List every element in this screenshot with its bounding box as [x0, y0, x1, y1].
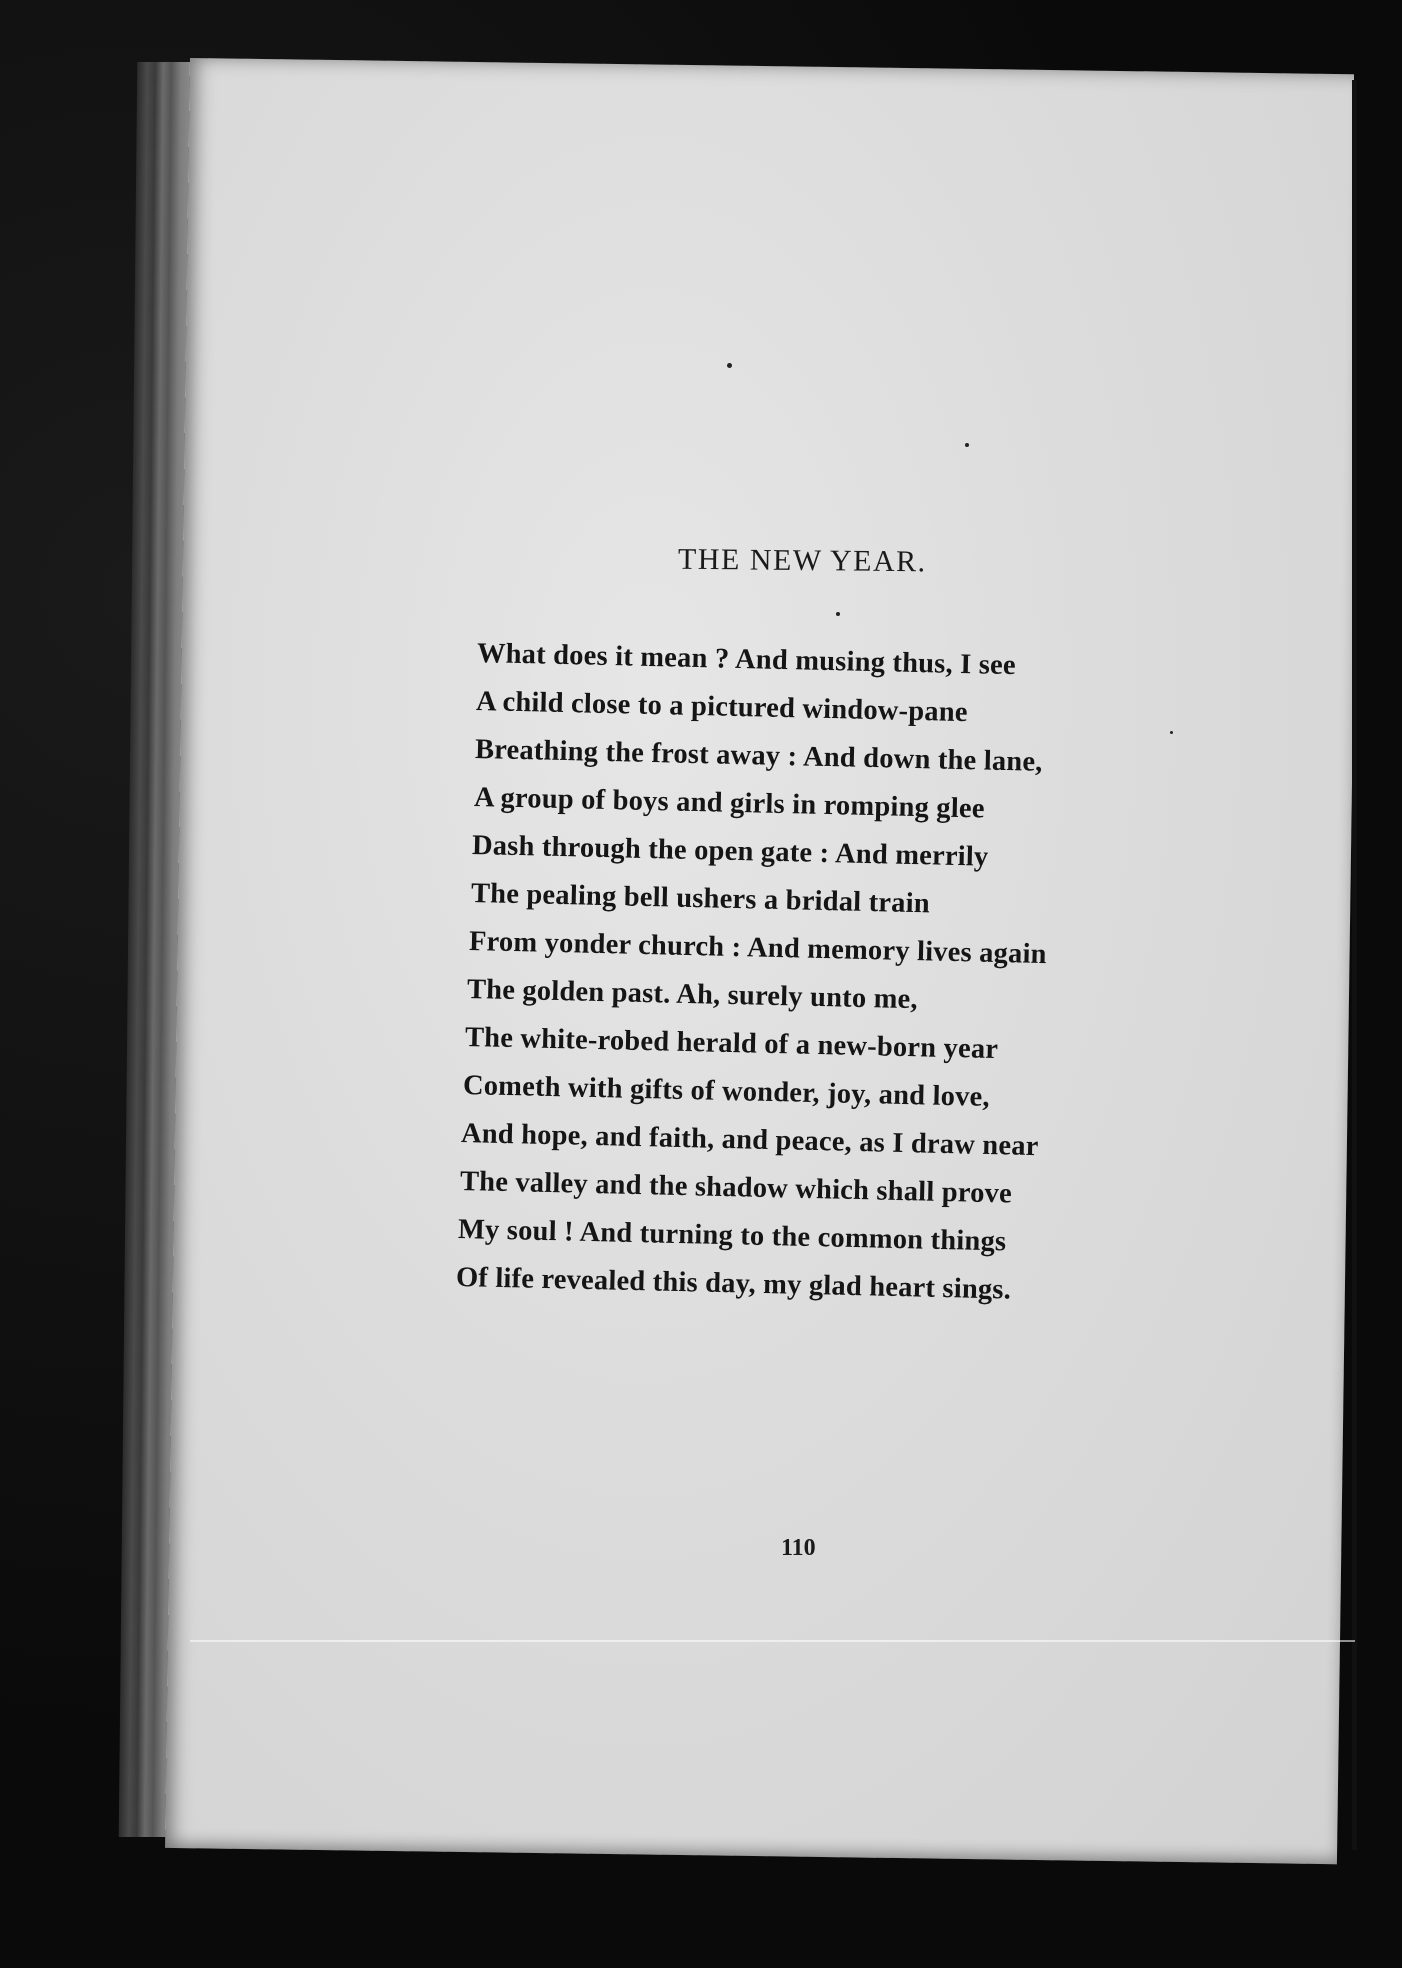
- poem-line: A group of boys and girls in romping glee: [473, 782, 985, 825]
- poem-title: THE NEW YEAR.: [677, 542, 927, 579]
- poem-line: The pealing bell ushers a bridal train: [470, 878, 931, 920]
- poem-line: A child close to a pictured window-pane: [475, 686, 969, 729]
- poem-line: From yonder church : And memory lives again: [468, 926, 1048, 971]
- poem-line: Of life revealed this day, my glad heart sings.: [455, 1262, 1012, 1306]
- page-number: 110: [781, 1535, 816, 1561]
- poem-line: The golden past. Ah, surely unto me,: [466, 974, 919, 1016]
- poem-line: The valley and the shadow which shall prove: [459, 1166, 1013, 1210]
- poem-line: And hope, and faith, and peace, as I draw near: [460, 1118, 1039, 1163]
- poem-line: What does it mean ? And musing thus, I see: [476, 638, 1017, 682]
- poem-line: Dash through the open gate : And merrily: [471, 830, 989, 873]
- poem-line: Cometh with gifts of wonder, joy, and love,: [462, 1070, 991, 1113]
- poem-line: The white-robed herald of a new-born year: [464, 1022, 999, 1066]
- poem-line: Breathing the frost away : And down the lane,: [474, 734, 1043, 778]
- poem-line: My soul ! And turning to the common things: [457, 1214, 1007, 1258]
